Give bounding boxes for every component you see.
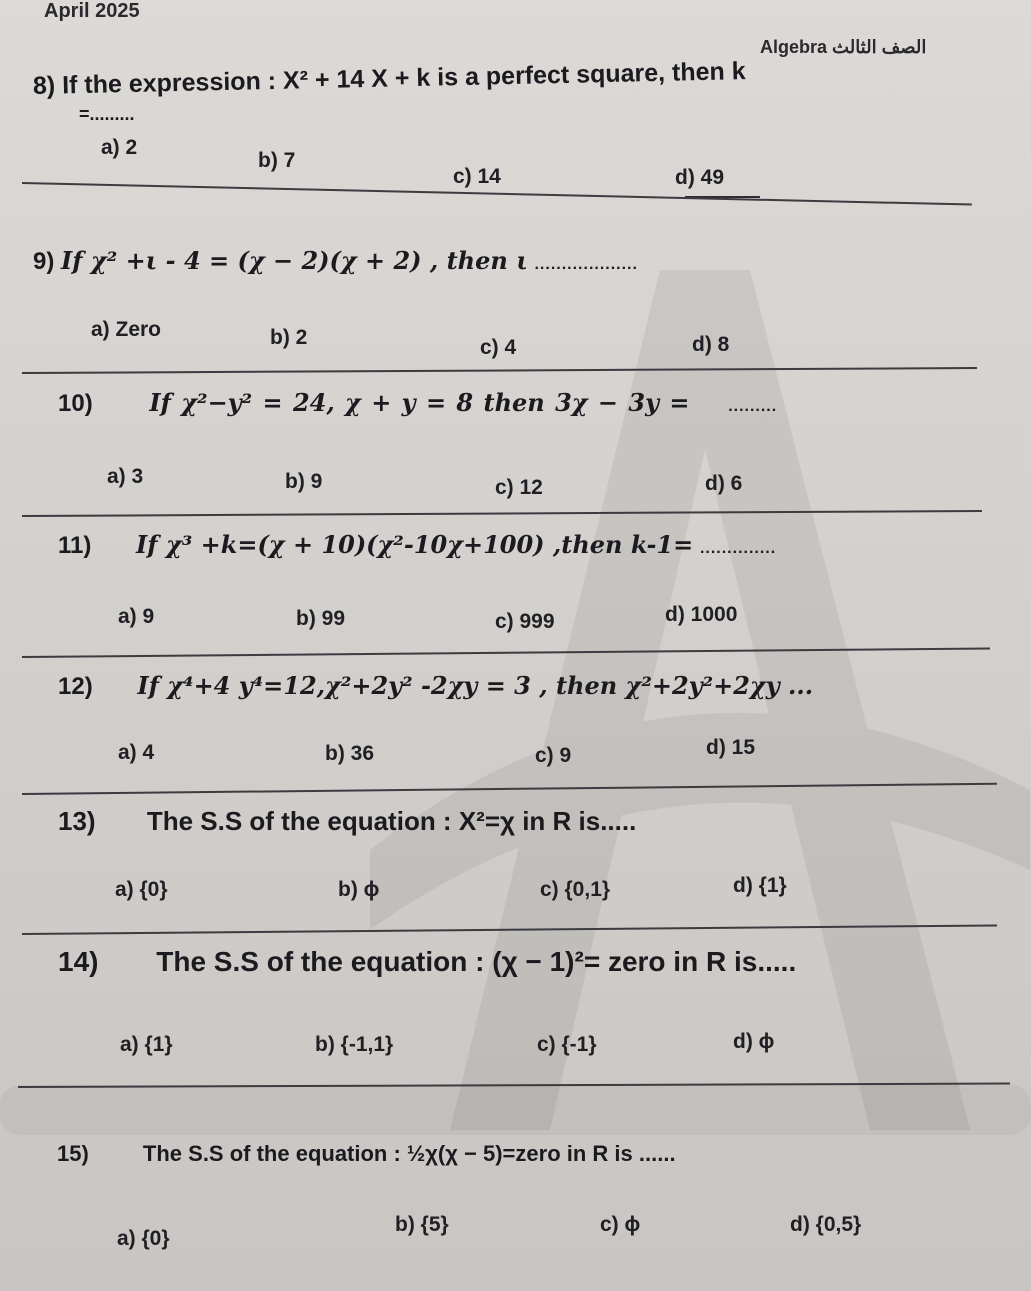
option-a: a) {0} — [115, 878, 168, 901]
option-a: a) {1} — [120, 1033, 173, 1056]
option-c: c) {0,1} — [540, 878, 611, 901]
option-d: d) 1000 — [665, 603, 738, 626]
watermark-arabic-band — [0, 1085, 1031, 1135]
option-c: c) 12 — [495, 476, 543, 499]
question-number: 12) — [58, 673, 93, 700]
question-text: If the expression : X² + 14 X + k is a perfect square, then k — [61, 57, 746, 100]
option-d: d) ϕ — [733, 1030, 775, 1053]
question-number: 8) — [32, 71, 56, 100]
option-d: d) 15 — [706, 736, 756, 759]
option-d: d) 6 — [705, 472, 743, 495]
question-blank: ................... — [534, 256, 638, 273]
question-number: 14) — [58, 946, 99, 977]
option-c: c) {-1} — [537, 1033, 597, 1056]
question-text: If χ⁴+4 y⁴=12,χ²+2y² -2χy = 3 , then χ²+2y²+2χy ... — [137, 671, 814, 700]
question-number: 15) — [57, 1141, 89, 1166]
question-13 — [58, 806, 636, 837]
question-blank: .............. — [699, 540, 777, 557]
option-b: b) {-1,1} — [315, 1033, 394, 1056]
question-number: 9) — [33, 248, 55, 275]
question-number: 13) — [58, 806, 96, 836]
option-c: c) 4 — [480, 336, 517, 359]
option-a: a) 9 — [118, 605, 155, 628]
question-text: The S.S of the equation : (χ − 1)²= zero in R is..... — [156, 946, 797, 977]
option-b: b) 36 — [325, 742, 375, 765]
question-8 — [33, 57, 746, 101]
option-c: c) 999 — [495, 610, 555, 633]
option-a: a) 2 — [101, 136, 138, 159]
option-c: c) 9 — [535, 744, 572, 767]
option-b: b) 9 — [285, 470, 323, 493]
question-10 — [58, 388, 777, 418]
option-b: b) 2 — [270, 326, 308, 349]
question-8-blank: =......... — [79, 104, 135, 124]
question-12 — [58, 671, 813, 701]
question-text: If χ²−y² = 24, χ + y = 8 then 3χ − 3y = — [149, 388, 690, 417]
option-a: a) Zero — [91, 318, 162, 341]
question-text: The S.S of the equation : X²=χ in R is..... — [146, 806, 637, 836]
option-a: a) {0} — [117, 1227, 170, 1250]
question-blank: ......... — [728, 398, 778, 415]
option-b: b) ϕ — [338, 878, 380, 901]
question-14 — [58, 946, 796, 978]
option-d: d) {1} — [733, 874, 787, 897]
option-b: b) 99 — [296, 607, 346, 630]
option-a: a) 4 — [118, 741, 155, 764]
option-d: d) {0,5} — [790, 1213, 862, 1236]
option-c: c) ϕ — [600, 1213, 641, 1236]
exam-date: April 2025 — [44, 0, 140, 22]
question-text: If χ³ +k=(χ + 10)(χ²-10χ+100) ,then k-1= — [136, 530, 694, 559]
option-b: b) 7 — [258, 149, 296, 172]
option-b: b) {5} — [395, 1213, 449, 1236]
option-c: c) 14 — [453, 165, 501, 188]
question-text: If χ² +ι - 4 = (χ − 2)(χ + 2) , then ι — [61, 246, 528, 275]
option-d: d) 8 — [692, 333, 730, 356]
question-text: The S.S of the equation : ½χ(χ − 5)=zero in R is ...... — [142, 1141, 676, 1166]
subject-label: Algebra الصف الثالث — [760, 37, 927, 57]
option-d: d) 49 — [675, 166, 725, 189]
question-11 — [58, 530, 776, 560]
question-number: 10) — [58, 390, 93, 417]
question-number: 11) — [58, 532, 92, 559]
question-9 — [33, 246, 638, 276]
question-15 — [57, 1141, 676, 1167]
option-a: a) 3 — [107, 465, 144, 488]
